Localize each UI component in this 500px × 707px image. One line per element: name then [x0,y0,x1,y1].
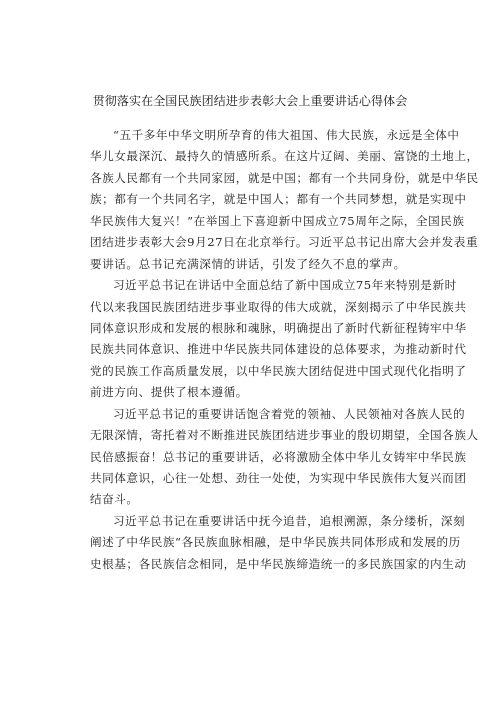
text-line: 民倍感振奋！总书记的重要讲话，必将激励全体中华儿女铸牢中华民族 [90,449,467,464]
text-line: 党的民族工作高质量发展，以中华民族大团结促进中国式现代化指明了 [90,363,467,378]
text-line: 阐述了中华民族“各民族血脉相融，是中华民族共同体形成和发展的历 [90,535,461,550]
text-line: 民族共同体意识、推进中华民族共同体建设的总体要求，为推动新时代 [90,342,467,357]
text-line: 习近平总书记在讲话中全面总结了新中国成立75年来特别是新时 [113,278,457,293]
text-line: 各族人民都有一个共同家园，就是中国；都有一个共同身份，就是中华民 [90,170,479,185]
text-line: 习近平总书记的重要讲话饱含着党的领袖、人民领袖对各族人民的 [113,406,466,421]
text-line: 共同体意识，心往一处想、劲往一处使，为实现中华民族伟大复兴而团 [90,471,467,485]
text-line: 华民族伟大复兴！”在举国上下喜迎新中国成立75周年之际，全国民族 [90,213,465,228]
text-line: 华儿女最深沉、最持久的情感所系。在这片辽阔、美丽、富饶的土地上， [90,149,479,164]
text-line: 同体意识形成和发展的根脉和魂脉，明确提出了新时代新征程铸牢中华 [90,320,467,335]
document-body [90,125,479,575]
text-line: 族；都有一个共同名字，就是中国人；都有一个共同梦想，就是实现中 [90,192,467,207]
text-line: 前进方向、提供了根本遵循。 [90,385,248,400]
text-line: 团结进步表彰大会9月27日在北京举行。习近平总书记出席大会并发表重 [90,235,479,250]
paragraph-2 [90,275,467,404]
document-title: 贯彻落实在全国民族团结进步表彰大会上重要讲话心得体会 [92,94,408,108]
paragraph-1 [90,125,479,275]
paragraph-4 [90,511,467,575]
text-line: 习近平总书记在重要讲话中抚今追昔，追根溯源，条分缕析，深刻 [113,513,466,528]
text-line: 无限深情，寄托着对不断推进民族团结进步事业的殷切期望，全国各族人 [90,428,479,443]
text-line: 要讲话。总书记充满深情的讲话，引发了经久不息的掌声。 [90,256,406,271]
paragraph-3 [90,404,479,511]
text-line: “五千多年中华文明所孕育的伟大祖国、伟大民族，永远是全体中 [113,128,460,142]
text-line: 结奋斗。 [90,492,139,507]
text-line: 史根基；各民族信念相同，是中华民族缔造统一的多民族国家的内生动 [90,556,467,571]
text-line: 代以来我国民族团结进步事业取得的伟大成就，深刻揭示了中华民族共 [90,299,467,314]
